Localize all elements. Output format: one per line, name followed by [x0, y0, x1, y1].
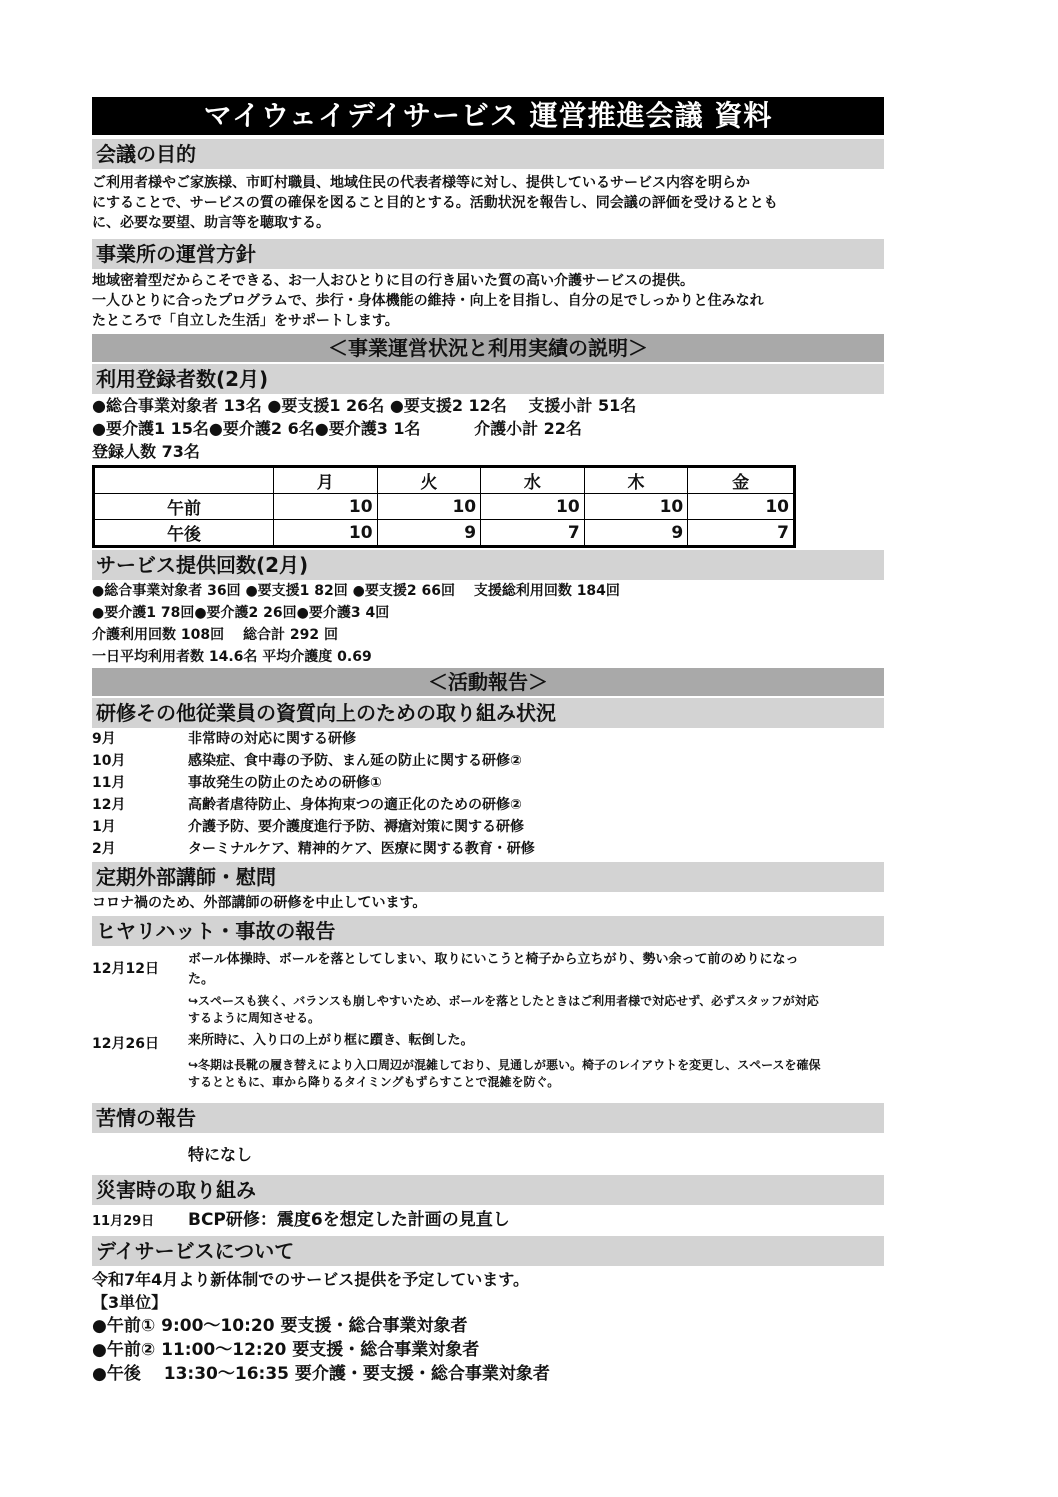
table-cell: 10	[274, 494, 378, 520]
table-header-cell: 火	[377, 467, 481, 494]
purpose-line: ご利用者様やご家族様、市町村職員、地域住民の代表者様等に対し、提供しているサービス内容を明らか	[92, 175, 750, 191]
incident-action-line: するように周知させる。	[188, 1011, 321, 1025]
banner-operations: ＜事業運営状況と利用実績の説明＞	[92, 334, 884, 362]
incident-action-line: ↪冬期は長靴の履き替えにより入口周辺が混雑しており、見通しが悪い。椅子のレイアウトを変更し、スペースを確保	[188, 1058, 821, 1072]
document-title: マイウェイデイサービス 運営推進会議 資料	[92, 97, 884, 135]
policy-line: 地域密着型だからこそできる、お一人おひとりに目の行き届いた質の高い介護サービスの提供。	[92, 273, 694, 289]
table-cell: 10	[584, 494, 688, 520]
incident-event-line: ボール体操時、ボールを落としてしまい、取りにいこうと椅子から立ちがり、勢い余って前のめりになっ	[188, 952, 799, 967]
training-text: 介護予防、要介護度進行予防、褥瘡対策に関する研修	[188, 819, 524, 835]
incident-entry	[92, 950, 884, 1027]
table-cell: 7	[481, 520, 585, 547]
training-text: 感染症、食中毒の予防、まん延の防止に関する研修②	[188, 753, 522, 769]
training-month: 2月	[92, 841, 116, 857]
section-heading-incidents: ヒヤリハット・事故の報告	[92, 916, 884, 946]
incident-action-line: するとともに、車から降りるタイミングもずらすことで混雑を防ぐ。	[188, 1075, 560, 1089]
table-header-cell: 木	[584, 467, 688, 494]
section-heading-disaster: 災害時の取り組み	[92, 1175, 884, 1205]
dayservice-unit: ●午前① 9:00～10:20 要支援・総合事業対象者	[92, 1316, 468, 1336]
list-item	[92, 772, 884, 794]
training-month: 1月	[92, 819, 116, 835]
schedule-table	[92, 465, 796, 548]
training-text: 非常時の対応に関する研修	[188, 731, 356, 747]
section-heading-complaint: 苦情の報告	[92, 1103, 884, 1133]
section-heading-policy: 事業所の運営方針	[92, 239, 884, 269]
list-item	[92, 838, 884, 860]
dayservice-unit: ●午前② 11:00～12:20 要支援・総合事業対象者	[92, 1340, 480, 1360]
section-heading-purpose: 会議の目的	[92, 139, 884, 169]
training-month: 9月	[92, 731, 116, 747]
disaster-date: 11月29日	[92, 1214, 155, 1229]
table-header-cell: 水	[481, 467, 585, 494]
purpose-text	[92, 173, 884, 233]
disaster-text: BCP研修：震度6を想定した計画の見直し	[188, 1210, 510, 1230]
policy-text	[92, 271, 884, 331]
purpose-line: に、必要な要望、助言等を聴取する。	[92, 215, 330, 231]
table-header-cell: 月	[274, 467, 378, 494]
table-header-row	[94, 467, 795, 494]
policy-line: たところで「自立した生活」をサポートします。	[92, 313, 399, 329]
table-row	[94, 494, 795, 520]
registration-line: ●総合事業対象者 13名 ●要支援1 26名 ●要支援2 12名 支援小計 51名	[92, 396, 637, 415]
incident-event-line: た。	[188, 972, 215, 987]
disaster-entry	[92, 1209, 884, 1232]
training-text: 高齢者虐待防止、身体拘束つの適正化のための研修②	[188, 797, 522, 813]
complaint-text: 特になし	[188, 1145, 253, 1164]
section-heading-dayservice: デイサービスについて	[92, 1236, 884, 1266]
section-heading-service-count: サービス提供回数(2月)	[92, 550, 884, 580]
table-row-label: 午前	[94, 494, 274, 520]
training-month: 11月	[92, 775, 126, 791]
table-row	[94, 520, 795, 547]
list-item	[92, 816, 884, 838]
dayservice-unit: ●午後 13:30～16:35 要介護・要支援・総合事業対象者	[92, 1364, 550, 1384]
incident-action-line: ↪スペースも狭く、バランスも崩しやすいため、ボールを落としたときはご利用者様で対応せず、必ずスタッフが対応	[188, 994, 819, 1008]
training-text: 事故発生の防止のための研修①	[188, 775, 382, 791]
section-heading-registration: 利用登録者数(2月)	[92, 364, 884, 394]
document-page	[92, 97, 884, 1386]
list-item	[92, 750, 884, 772]
section-heading-training: 研修その他従業員の資質向上のための取り組み状況	[92, 698, 884, 728]
section-heading-lecturer: 定期外部講師・慰問	[92, 862, 884, 892]
lecturer-text: コロナ禍のため、外部講師の研修を中止しています。	[92, 895, 427, 911]
table-cell: 9	[377, 520, 481, 547]
dayservice-unit-label: 【3単位】	[92, 1293, 168, 1312]
list-item	[92, 794, 884, 816]
dayservice-intro: 令和7年4月より新体制でのサービス提供を予定しています。	[92, 1270, 529, 1289]
table-cell: 9	[584, 520, 688, 547]
training-text: ターミナルケア、精神的ケア、医療に関する教育・研修	[188, 841, 535, 857]
registration-line: ●要介護1 15名●要介護2 6名●要介護3 1名 介護小計 22名	[92, 419, 582, 438]
table-header-cell: 金	[688, 467, 795, 494]
service-count-line: 一日平均利用者数 14.6名 平均介護度 0.69	[92, 649, 372, 665]
table-cell: 10	[274, 520, 378, 547]
incident-entry	[92, 1031, 884, 1091]
service-count-line: 介護利用回数 108回 総合計 292 回	[92, 627, 338, 643]
training-month: 10月	[92, 753, 126, 769]
table-cell: 7	[688, 520, 795, 547]
incident-date: 12月12日	[92, 961, 159, 977]
banner-activity: ＜活動報告＞	[92, 668, 884, 696]
list-item	[92, 728, 884, 750]
purpose-line: にすることで、サービスの質の確保を図ること目的とする。活動状況を報告し、同会議の評価を受けるととも	[92, 195, 778, 211]
training-list	[92, 728, 884, 860]
table-cell: 10	[688, 494, 795, 520]
incident-date: 12月26日	[92, 1036, 159, 1052]
table-header-cell	[94, 467, 274, 494]
table-row-label: 午後	[94, 520, 274, 547]
incident-event-line: 来所時に、入り口の上がり框に躓き、転倒した。	[188, 1033, 474, 1048]
training-month: 12月	[92, 797, 126, 813]
table-cell: 10	[481, 494, 585, 520]
policy-line: 一人ひとりに合ったプログラムで、歩行・身体機能の維持・向上を目指し、自分の足でしっかりと住みなれ	[92, 293, 764, 309]
service-count-line: ●要介護1 78回●要介護2 26回●要介護3 4回	[92, 605, 390, 621]
table-cell: 10	[377, 494, 481, 520]
registration-total: 登録人数 73名	[92, 442, 200, 461]
service-count-line: ●総合事業対象者 36回 ●要支援1 82回 ●要支援2 66回 支援総利用回数 184回	[92, 583, 620, 599]
